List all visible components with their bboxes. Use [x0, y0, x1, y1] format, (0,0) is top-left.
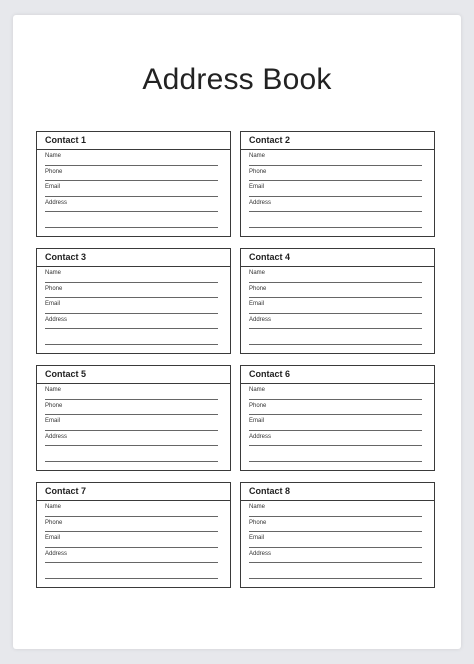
phone-label: Phone [45, 402, 63, 409]
email-label: Email [45, 301, 61, 307]
address-line-2[interactable] [249, 563, 422, 579]
email-field[interactable] [249, 298, 422, 314]
address-field[interactable] [45, 197, 218, 213]
address-label: Address [249, 550, 272, 557]
contact-fields [241, 501, 434, 579]
email-label: Email [45, 418, 61, 424]
name-field[interactable] [45, 150, 218, 166]
address-line-2[interactable] [45, 446, 218, 462]
address-book-page [13, 15, 461, 649]
name-label: Name [249, 270, 266, 276]
contact-heading: Contact 7 [37, 483, 230, 501]
address-field[interactable] [45, 431, 218, 447]
email-field[interactable] [45, 532, 218, 548]
contact-card-2 [240, 131, 435, 237]
contact-grid [36, 131, 435, 588]
address-label: Address [45, 316, 68, 323]
address-label: Address [45, 550, 68, 557]
address-field[interactable] [249, 548, 422, 564]
address-field[interactable] [249, 197, 422, 213]
contact-fields [37, 501, 230, 579]
name-field[interactable] [45, 267, 218, 283]
email-field[interactable] [45, 181, 218, 197]
contact-heading: Contact 1 [37, 132, 230, 150]
email-field[interactable] [249, 415, 422, 431]
email-label: Email [249, 535, 265, 541]
contact-heading: Contact 8 [241, 483, 434, 501]
phone-field[interactable] [249, 400, 422, 416]
contact-heading: Contact 6 [241, 366, 434, 384]
name-field[interactable] [249, 150, 422, 166]
phone-label: Phone [249, 168, 267, 175]
email-label: Email [45, 535, 61, 541]
phone-field[interactable] [45, 166, 218, 182]
name-label: Name [45, 504, 62, 510]
email-field[interactable] [249, 181, 422, 197]
email-label: Email [45, 184, 61, 190]
phone-field[interactable] [45, 517, 218, 533]
contact-fields [37, 384, 230, 462]
contact-card-3 [36, 248, 231, 354]
email-label: Email [249, 301, 265, 307]
address-field[interactable] [249, 431, 422, 447]
phone-label: Phone [249, 402, 267, 409]
name-label: Name [249, 504, 266, 510]
contact-card-4 [240, 248, 435, 354]
name-label: Name [45, 270, 62, 276]
name-field[interactable] [249, 267, 422, 283]
address-field[interactable] [249, 314, 422, 330]
address-line-2[interactable] [249, 212, 422, 228]
address-label: Address [249, 433, 272, 440]
address-label: Address [45, 433, 68, 440]
address-label: Address [249, 199, 272, 206]
contact-card-5 [36, 365, 231, 471]
address-label: Address [249, 316, 272, 323]
phone-field[interactable] [45, 283, 218, 299]
address-field[interactable] [45, 314, 218, 330]
contact-fields [241, 267, 434, 345]
address-line-2[interactable] [45, 212, 218, 228]
name-field[interactable] [249, 501, 422, 517]
contact-heading: Contact 4 [241, 249, 434, 267]
email-field[interactable] [45, 415, 218, 431]
contact-card-1 [36, 131, 231, 237]
contact-fields [37, 267, 230, 345]
contact-card-6 [240, 365, 435, 471]
phone-field[interactable] [45, 400, 218, 416]
name-field[interactable] [249, 384, 422, 400]
phone-label: Phone [45, 519, 63, 526]
contact-heading: Contact 5 [37, 366, 230, 384]
contact-fields [241, 384, 434, 462]
name-field[interactable] [45, 384, 218, 400]
address-label: Address [45, 199, 68, 206]
contact-fields [37, 150, 230, 228]
phone-label: Phone [45, 285, 63, 292]
contact-card-8 [240, 482, 435, 588]
contact-heading: Contact 2 [241, 132, 434, 150]
address-line-2[interactable] [249, 329, 422, 345]
address-line-2[interactable] [249, 446, 422, 462]
email-field[interactable] [45, 298, 218, 314]
email-field[interactable] [249, 532, 422, 548]
address-field[interactable] [45, 548, 218, 564]
contact-fields [241, 150, 434, 228]
name-label: Name [249, 153, 266, 159]
contact-heading: Contact 3 [37, 249, 230, 267]
phone-field[interactable] [249, 283, 422, 299]
address-line-2[interactable] [45, 563, 218, 579]
phone-field[interactable] [249, 166, 422, 182]
name-label: Name [249, 387, 266, 393]
phone-label: Phone [249, 519, 267, 526]
email-label: Email [249, 184, 265, 190]
phone-label: Phone [249, 285, 267, 292]
name-label: Name [45, 153, 62, 159]
contact-card-7 [36, 482, 231, 588]
email-label: Email [249, 418, 265, 424]
name-label: Name [45, 387, 62, 393]
phone-label: Phone [45, 168, 63, 175]
page-title: Address Book [142, 63, 332, 96]
name-field[interactable] [45, 501, 218, 517]
phone-field[interactable] [249, 517, 422, 533]
address-line-2[interactable] [45, 329, 218, 345]
